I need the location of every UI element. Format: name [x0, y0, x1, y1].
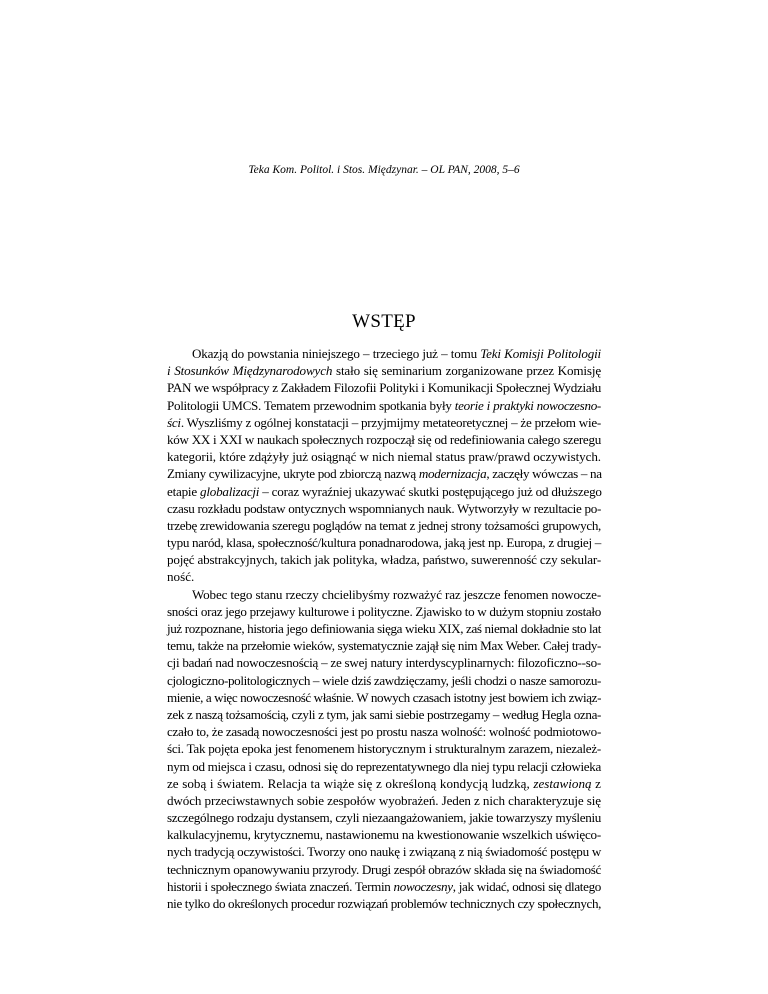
text-line — [167, 586, 601, 603]
text-line — [167, 706, 601, 723]
text-segment: PAN we współpracy z Zakładem Filozofii Polityki i Komunikacji Społecznej Wydziału — [167, 380, 602, 396]
text-line — [167, 843, 601, 860]
text-segment: , jak widać, odnosi się dlatego — [452, 878, 602, 894]
text-segment: zek z naszą tożsamością, czyli z tym, jak sami siebie postrzegamy – według Hegla ozna- — [167, 706, 602, 722]
italic-phrase: modernizacja — [418, 466, 487, 482]
article-body — [167, 345, 601, 912]
paragraph — [167, 345, 601, 586]
italic-phrase: ści — [167, 414, 181, 430]
italic-phrase: Teki Komisji Politologii — [480, 346, 601, 361]
text-segment: stało się seminarium zorganizowane przez Komisję — [332, 363, 601, 379]
text-line — [167, 637, 601, 654]
text-line — [167, 414, 601, 431]
text-line — [167, 517, 601, 534]
text-segment: cjologiczno-politologicznych – wiele dziś zawdzięczamy, jeśli chodzi o nasze samorozu- — [167, 672, 601, 688]
text-segment: Politologii UMCS. Tematem przewodnim spotkania były — [167, 397, 455, 413]
text-segment: cji badań nad nowoczesnością – ze swej natury interdyscyplinarnych: filozoficzno--so- — [167, 655, 601, 671]
text-segment: dwóch przeciwstawnych sobie zespołów wyobrażeń. Jeden z nich charakteryzuje się — [167, 792, 601, 808]
text-line — [167, 792, 601, 809]
text-segment: ści. Tak pojęta epoka jest fenomenem historycznym i strukturalnym zarazem, niezależ- — [167, 741, 601, 757]
text-line — [167, 878, 601, 895]
text-line — [167, 603, 601, 620]
text-line — [167, 551, 601, 568]
text-segment: historii i społecznego świata znaczeń. Termin — [167, 878, 394, 894]
text-line — [167, 620, 601, 637]
text-segment: ków XX i XXI w naukach społecznych rozpoczął się od redefiniowania całego szeregu — [167, 431, 601, 447]
text-segment: pojęć abstrakcyjnych, takich jak polityka, władza, państwo, suwerenność czy sekular- — [167, 552, 601, 568]
text-segment: Wobec tego stanu rzeczy chcielibyśmy rozważyć raz jeszcze fenomen nowocze- — [192, 586, 602, 602]
text-segment: etapie — [167, 483, 201, 499]
text-segment: kategorii, które zdążyły już osiągnąć w nich niemal status praw/prawd oczywistych. — [167, 449, 601, 465]
text-segment: typu naród, klasa, społeczność/kultura ponadnarodowa, jaką jest np. Europa, z drugiej – — [167, 535, 601, 551]
text-segment: sności oraz jego przejawy kulturowe i polityczne. Zjawisko to w dużym stopniu zostało — [167, 603, 602, 619]
text-segment: z — [591, 775, 601, 791]
text-line — [167, 534, 601, 551]
text-segment: temu, także na przełomie wieków, systematycznie zajął się nim Max Weber. Całej trady- — [167, 638, 602, 654]
running-header: Teka Kom. Politol. i Stos. Międzynar. – OL PAN, 2008, 5–6 — [248, 164, 520, 176]
text-line — [167, 861, 601, 878]
text-segment: ność. — [167, 569, 195, 585]
text-line — [167, 483, 601, 500]
text-segment: nym od miejsca i czasu, odnosi się do reprezentatywnego dla niej typu relacji człowieka — [167, 758, 602, 774]
text-segment: , zaczęły wówczas – na — [486, 466, 602, 482]
text-line — [167, 654, 601, 671]
text-line — [167, 362, 601, 379]
text-line — [167, 465, 601, 482]
italic-phrase: i Stosunków Międzynarodowych — [167, 363, 333, 379]
text-line — [167, 809, 601, 826]
italic-phrase: globalizacji — [200, 483, 260, 499]
text-segment: nych tradycją oczywistości. Tworzy ono naukę i związaną z nią świadomość postępu w — [167, 844, 601, 860]
text-segment: trzebę zrewidowania szeregu poglądów na temat z jednej strony tożsamości grupowych, — [167, 517, 601, 533]
text-segment: czało to, że zasadą nowoczesności jest po prostu nasza wolność: wolność podmiotowo- — [167, 724, 602, 740]
text-segment: Zmiany cywilizacyjne, ukryte pod zbiorczą nazwą — [167, 466, 419, 482]
text-segment: nie tylko do określonych procedur rozwiązań problemów technicznych czy społecznych, — [167, 896, 602, 911]
text-line — [167, 397, 601, 414]
text-line — [167, 826, 601, 843]
italic-phrase: zestawioną — [533, 775, 592, 791]
text-segment: kalkulacyjnemu, krytycznemu, nastawionemu na kwestionowanie wszelkich uświęco- — [167, 827, 602, 843]
text-line — [167, 895, 601, 912]
text-line — [167, 775, 601, 792]
text-segment: Okazją do powstania niniejszego – trzeciego już – tomu — [192, 346, 481, 361]
paragraph — [167, 586, 601, 913]
text-segment: już rozpoznane, historia jego definiowania sięga wieku XIX, zaś niemal dokładnie sto lat — [167, 621, 601, 636]
text-line — [167, 740, 601, 757]
text-line — [167, 345, 601, 362]
text-line — [167, 500, 601, 517]
text-line — [167, 758, 601, 775]
text-line — [167, 672, 601, 689]
text-segment: . Wyszliśmy z ogólnej konstatacji – przyjmijmy metateoretycznej – że przełom wie- — [180, 414, 602, 430]
text-line — [167, 431, 601, 448]
text-line — [167, 689, 601, 706]
text-segment: czasu rozkładu podstaw ontycznych wspomnianych nauk. Wytworzyły w rezultacie po- — [167, 500, 602, 516]
text-segment: – coraz wyraźniej ukazywać skutki postępującego już od dłuższego — [259, 483, 602, 499]
text-segment: szczególnego rodzaju dystansem, czyli niezaangażowaniem, jakie towarzyszy myśleniu — [167, 810, 602, 826]
italic-phrase: teorie i praktyki nowoczesno- — [454, 397, 601, 413]
page-title: WSTĘP — [352, 311, 416, 332]
text-line — [167, 723, 601, 740]
text-line — [167, 379, 601, 396]
text-line — [167, 568, 601, 585]
italic-phrase: nowoczesny — [393, 878, 453, 894]
text-segment: mienie, a więc nowoczesność właśnie. W nowych czasach istotny jest bowiem ich związ- — [167, 689, 602, 705]
text-line — [167, 448, 601, 465]
text-segment: technicznym opanowywaniu przyrody. Drugi zespół obrazów składa się na świadomość — [167, 861, 601, 877]
text-segment: ze sobą i światem. Relacja ta wiąże się z określoną kondycją ludzką, — [167, 775, 534, 791]
